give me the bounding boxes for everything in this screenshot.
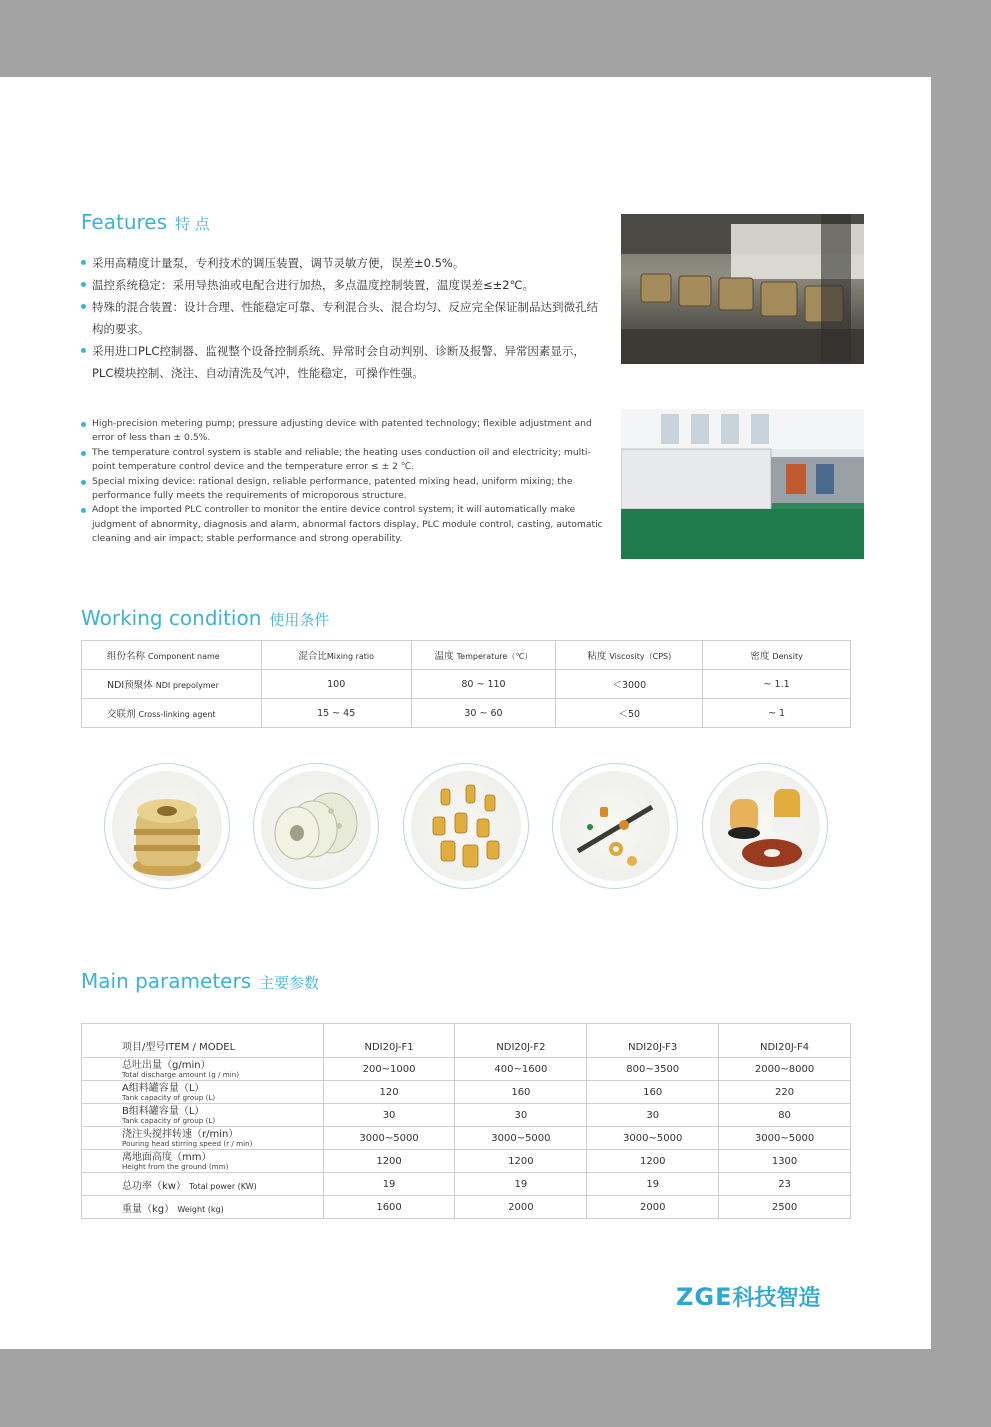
list-item: The temperature control system is stable and reliable; the heating uses conduction oil and electricity; multi-point temperature control device and the temperature error ≤ ± 2 ℃. (80, 446, 605, 475)
main-parameters-table (81, 1023, 851, 1219)
table-cell: 100 (261, 670, 411, 699)
product-image-1 (104, 763, 230, 889)
bullet-icon (81, 422, 86, 427)
factory-floor-photo (621, 409, 864, 559)
bullet-icon (81, 348, 86, 353)
working-condition-heading (81, 606, 329, 630)
table-row (82, 699, 851, 728)
table-cell: 80 (719, 1104, 851, 1127)
table-cell: 3000~5000 (455, 1127, 587, 1150)
table-header-cell: 密度 Density (703, 641, 851, 670)
bullet-icon (81, 508, 86, 513)
product-image-4 (552, 763, 678, 889)
working-condition-title-cn: 使用条件 (269, 611, 330, 629)
brochure-page (0, 77, 931, 1349)
table-header-cell: NDI20J-F3 (587, 1024, 719, 1058)
list-item: Special mixing device: rational design, reliable performance, patented mixing head, uniform mixing; the performance fully meets the requirements of microporous structure. (80, 475, 605, 504)
table-cell: 2000 (455, 1196, 587, 1219)
table-cell: 15 ~ 45 (261, 699, 411, 728)
table-cell: ~ 1.1 (703, 670, 851, 699)
table-cell: 1200 (587, 1150, 719, 1173)
table-cell: 2000~8000 (719, 1058, 851, 1081)
table-header-cell: 组份名称 Component name (82, 641, 262, 670)
product-image-3 (403, 763, 529, 889)
table-row (82, 1173, 851, 1196)
table-cell: 3000~5000 (587, 1127, 719, 1150)
bullet-icon (81, 304, 86, 309)
bullet-icon (81, 451, 86, 456)
list-item: 采用高精度计量泵，专利技术的调压装置，调节灵敏方便，误差±0.5%。 (80, 252, 605, 274)
table-cell: 1600 (323, 1196, 455, 1219)
table-row (82, 1127, 851, 1150)
table-cell: 1200 (323, 1150, 455, 1173)
table-header-cell: NDI20J-F1 (323, 1024, 455, 1058)
table-row (82, 1196, 851, 1219)
main-parameters-heading (81, 969, 319, 993)
company-logo: ZGE科技智造 (676, 1283, 821, 1311)
table-cell: 重量（kg） Weight (kg) (82, 1196, 324, 1219)
table-cell: 220 (719, 1081, 851, 1104)
table-header-cell: NDI20J-F2 (455, 1024, 587, 1058)
features-title-en: Features (81, 210, 167, 234)
main-parameters-title-cn: 主要参数 (259, 974, 320, 992)
table-cell: ＜50 (556, 699, 703, 728)
product-image-2 (253, 763, 379, 889)
table-cell: 30 (323, 1104, 455, 1127)
table-cell: B组料罐容量（L） Tank capacity of group (L) (82, 1104, 324, 1127)
table-cell: 19 (587, 1173, 719, 1196)
table-cell: 800~3500 (587, 1058, 719, 1081)
table-cell: ~ 1 (703, 699, 851, 728)
table-cell: 2500 (719, 1196, 851, 1219)
table-cell: 30 ~ 60 (411, 699, 556, 728)
table-header-cell: 温度 Temperature（℃） (411, 641, 556, 670)
list-item: High-precision metering pump; pressure adjusting device with patented technology; flexible adjustment and error of less than ± 0.5%. (80, 417, 605, 446)
table-row (82, 1058, 851, 1081)
table-cell: 120 (323, 1081, 455, 1104)
table-cell: 交联剂 Cross-linking agent (82, 699, 262, 728)
table-cell: 30 (455, 1104, 587, 1127)
table-cell: NDI预聚体 NDI prepolymer (82, 670, 262, 699)
table-header-cell: 项目/型号ITEM / MODEL (82, 1024, 324, 1058)
bullet-icon (81, 282, 86, 287)
table-cell: 浇注头搅拌转速（r/min） Pouring head stirring speed (r / min) (82, 1127, 324, 1150)
machine-photo-molds (621, 214, 864, 364)
table-cell: ＜3000 (556, 670, 703, 699)
main-parameters-title-en: Main parameters (81, 969, 252, 993)
table-cell: 160 (455, 1081, 587, 1104)
bullet-icon (81, 260, 86, 265)
table-cell: 总功率（kw） Total power (KW) (82, 1173, 324, 1196)
product-image-5 (702, 763, 828, 889)
working-condition-table (81, 640, 851, 728)
bullet-icon (81, 480, 86, 485)
table-row (82, 1104, 851, 1127)
table-cell: 200~1000 (323, 1058, 455, 1081)
table-header-cell: 混合比Mixing ratio (261, 641, 411, 670)
table-row (82, 1150, 851, 1173)
table-cell: 19 (455, 1173, 587, 1196)
table-cell: 2000 (587, 1196, 719, 1219)
table-cell: 400~1600 (455, 1058, 587, 1081)
table-cell: 19 (323, 1173, 455, 1196)
list-item: 采用进口PLC控制器、监视整个设备控制系统、异常时会自动判别、诊断及报警、异常因素显示，PLC模块控制、浇注、自动清洗及气冲，性能稳定，可操作性强。 (80, 340, 605, 384)
table-cell: A组料罐容量（L） Tank capacity of group (L) (82, 1081, 324, 1104)
table-row (82, 1081, 851, 1104)
table-cell: 离地面高度（mm） Height from the ground (mm) (82, 1150, 324, 1173)
features-list-en (80, 417, 605, 547)
features-heading (81, 210, 210, 234)
list-item: 特殊的混合装置：设计合理、性能稳定可靠、专利混合头、混合均匀、反应完全保证制品达到微孔结构的要求。 (80, 296, 605, 340)
table-cell: 总吐出量（g/min） Total discharge amount (g / min) (82, 1058, 324, 1081)
working-condition-title-en: Working condition (81, 606, 262, 630)
table-cell: 23 (719, 1173, 851, 1196)
table-cell: 1300 (719, 1150, 851, 1173)
table-cell: 160 (587, 1081, 719, 1104)
table-cell: 30 (587, 1104, 719, 1127)
table-cell: 80 ~ 110 (411, 670, 556, 699)
features-list-cn (80, 252, 605, 384)
table-header-row (82, 1024, 851, 1058)
table-header-row (82, 641, 851, 670)
table-row (82, 670, 851, 699)
table-cell: 1200 (455, 1150, 587, 1173)
table-cell: 3000~5000 (719, 1127, 851, 1150)
features-title-cn: 特 点 (175, 215, 210, 233)
list-item: Adopt the imported PLC controller to monitor the entire device control system; it will automatically make judgment of abnormity, diagnosis and alarm, abnormal factors display, PLC module control, casting, automatic cleaning and air impact; stable performance and strong operability. (80, 503, 605, 546)
list-item: 温控系统稳定：采用导热油或电配合进行加热，多点温度控制装置，温度误差≤±2℃。 (80, 274, 605, 296)
table-header-cell: 粘度 Viscosity（CPS) (556, 641, 703, 670)
table-header-cell: NDI20J-F4 (719, 1024, 851, 1058)
table-cell: 3000~5000 (323, 1127, 455, 1150)
